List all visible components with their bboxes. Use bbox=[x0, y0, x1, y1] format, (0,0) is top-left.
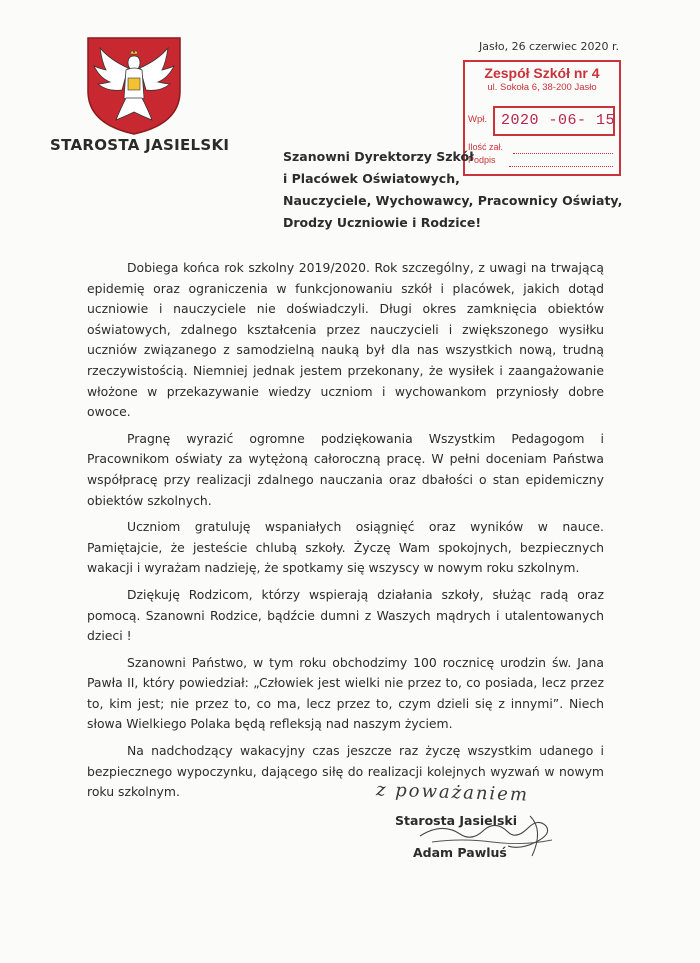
addressee-block bbox=[283, 146, 622, 234]
addressee-line: Drodzy Uczniowie i Rodzice! bbox=[283, 215, 482, 230]
body-paragraph: Dobiega końca rok szkolny 2019/2020. Rok szczególny, z uwagi na trwającą epidemię oraz ograniczenia w funkcjonowaniu szkół i placówek, jakich dotąd uczniowie i nauczyciele nie doświadczyli. Długi okres zamknięcia obiektów oświatowych, zdalnego kształcenia przez nauczycieli i zwiększonego wysiłku uczniów związanego z samodzielną nauką był dla nas wszystkich nową, trudną rzeczywistością. Niemniej jednak jestem przekonany, że wysiłek i zaangażowanie włożone w przekazywanie wiedzy uczniom i wychowankom przyniosły dobre owoce. bbox=[87, 260, 604, 420]
coat-of-arms-icon bbox=[86, 36, 182, 136]
addressee-line: Nauczyciele, Wychowawcy, Pracownicy Oświaty, bbox=[283, 193, 623, 208]
stamp-school-name: Zespół Szkół nr 4 bbox=[484, 65, 600, 81]
body-paragraph: Dziękuję Rodzicom, którzy wspierają działania szkoły, służąc radą oraz pomocą. Szanowni Rodzice, bądźcie dumni z Waszych mądrych i utalentowanych dzieci ! bbox=[87, 586, 604, 644]
stamp-address: ul. Sokoła 6, 38-200 Jasło bbox=[487, 82, 597, 93]
signatory-title: Starosta Jasielski bbox=[395, 813, 517, 828]
stamp-received-date: 2020 -06- 15 bbox=[501, 112, 616, 129]
office-name: STAROSTA JASIELSKI bbox=[50, 136, 230, 154]
addressee-line: i Placówek Oświatowych, bbox=[283, 171, 460, 186]
body-paragraph: Na nadchodzący wakacyjny czas jeszcze raz życzę wszystkim udanego i bezpiecznego wypoczynku, dającego siłę do realizacji kolejnych wyzwań w nowym roku szkolnym. bbox=[87, 743, 604, 800]
stamp-count-label: Ilość zał. bbox=[468, 142, 504, 152]
letter-body bbox=[87, 258, 604, 806]
addressee-line: Szanowni Dyrektorzy Szkół bbox=[283, 149, 474, 164]
handwritten-signature-icon bbox=[412, 812, 562, 862]
stamp-received-label: Wpł. bbox=[468, 114, 487, 125]
body-paragraph: Szanowni Państwo, w tym roku obchodzimy 100 rocznicę urodzin św. Jana Pawła II, który powiedział: „Człowiek jest wielki nie przez to, co posiada, lecz przez to, kim jest; nie przez to, co ma, lecz przez to, czym dzieli się z innymi”. Niech słowa Wielkiego Polaka będą refleksją nad naszym życiem. bbox=[87, 654, 604, 732]
body-paragraph: Pragnę wyrazić ogromne podziękowania Wszystkim Pedagogom i Pracownikom oświaty za wytężoną całoroczną pracę. W pełni doceniam Państwa współpracę przy realizacji zdalnego nauczania oraz dbałości o stan epidemiczny obiektów szkolnych. bbox=[87, 430, 604, 508]
body-paragraph: Uczniom gratuluję wspaniałych osiągnięć oraz wyników w nauce. Pamiętajcie, że jesteście chlubą szkoły. Życzę Wam spokojnych, bezpiecznych wakacji i wyrażam nadzieję, że spotkamy się wszyscy w nowym roku szkolnym. bbox=[87, 519, 604, 576]
stamp-signature-label: Podpis bbox=[468, 155, 496, 165]
signatory-name: Adam Pawluś bbox=[413, 845, 507, 860]
letter-date: Jasło, 26 czerwiec 2020 r. bbox=[479, 40, 620, 53]
closing-handwritten: z poważaniem bbox=[375, 779, 530, 806]
